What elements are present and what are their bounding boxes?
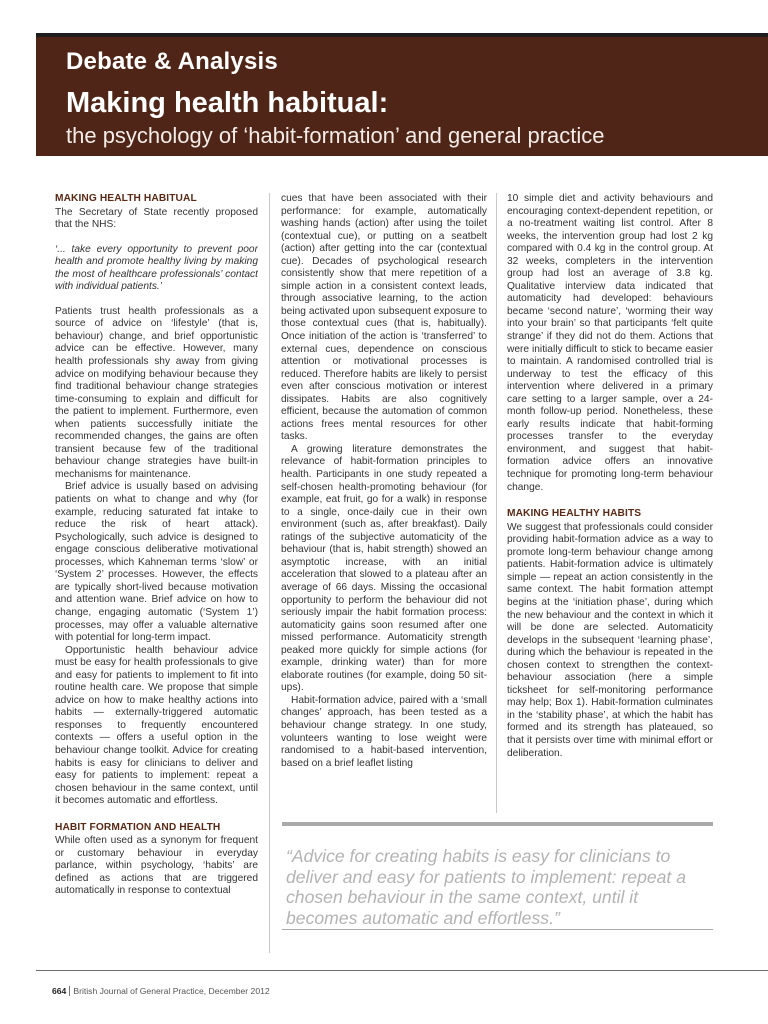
paragraph: Brief advice is usually based on advising patients on what to change and why (for example, reducing saturated fat intake to reduce the risk of heart attack). Psychologically, such advice is designed to engage conscious deliberative motivational processes, which Kahneman terms ‘slow’ or ‘System 2’ processes. However, the effects are typically short-lived because motivation and attention wane. Brief advice on how to change, engaging automatic (‘System 1’) processes, may offer a valuable alternative with potential for long-term impact. bbox=[55, 481, 258, 644]
page-footer bbox=[52, 986, 270, 996]
paragraph: Patients trust health professionals as a source of advice on ‘lifestyle’ (that is, behaviour) change, and brief opportunistic advice can be effective. However, many health professionals shy away from giving advice on modifying behaviour because they find traditional behaviour change strategies time-consuming to explain and difficult for the patient to implement. Furthermore, even when patients successfully initiate the recommended changes, the gains are often transient because few of the traditional behaviour change strategies have built-in mechanisms for maintenance. bbox=[55, 305, 258, 480]
paragraph: While often used as a synonym for frequent or customary behaviour in everyday parlance, within psychology, ‘habits’ are defined as actions that are triggered automatically in response to contextual bbox=[55, 835, 258, 897]
footer-rule bbox=[36, 970, 768, 971]
paragraph: Opportunistic health behaviour advice must be easy for health professionals to give and easy for patients to implement to fit into routine health care. We propose that simple advice on how to make healthy actions into habits — externally-triggered automatic responses to frequently encountered contexts — offers a useful option in the behaviour change toolkit. Advice for creating habits is easy for clinicians to deliver and easy for patients to implement: repeat a chosen behaviour in the same context, until it becomes automatic and effortless. bbox=[55, 644, 258, 807]
heading-making-health-habitual: MAKING HEALTH HABITUAL bbox=[55, 193, 197, 204]
text-column-3 bbox=[507, 193, 713, 813]
paragraph: Habit-formation advice, paired with a ‘small changes’ approach, has been tested as a behaviour change strategy. In one study, volunteers wanting to lose weight were randomised to a habit-based intervention, based on a brief leaflet listing bbox=[281, 694, 487, 769]
pull-quote bbox=[282, 822, 713, 930]
text-column-1 bbox=[55, 193, 258, 953]
column-divider bbox=[496, 193, 497, 813]
article-title: Making health habitual: bbox=[66, 87, 389, 119]
quotation: ‘... take every opportunity to prevent poor health and promote healthy living by making the most of healthcare professionals’ contact with individual patients.’ bbox=[55, 243, 258, 293]
paragraph: We suggest that professionals could consider providing habit-formation advice as a way to promote long-term behaviour change among patients. Habit-formation advice is ultimately simple — repeat an action consistently in the same context. The habit formation attempt begins at the ‘initiation phase’, during which the new behaviour and the context in which it will be done are selected. Automaticity develops in the subsequent ‘learning phase’, during which the behaviour is repeated in the chosen context to strengthen the context-behaviour association (here a simple ticksheet for self-monitoring performance may help; Box 1). Habit-formation culminates in the ‘stability phase’, at which the habit has formed and its strength has plateaued, so that it persists over time with minimal effort or deliberation. bbox=[507, 521, 713, 759]
paragraph: cues that have been associated with their performance: for example, automatically washing hands (action) after using the toilet (contextual cue), or putting on a seatbelt (action) after getting into the car (contextual cue). Decades of psychological research consistently show that mere repetition of a simple action in a consistent context leads, through associative learning, to the action being activated upon subsequent exposure to those contextual cues (that is, habitually). Once initiation of the action is ‘transferred’ to external cues, dependence on conscious attention or motivational processes is reduced. Therefore habits are likely to persist even after conscious motivation or interest dissipates. Habits are also cognitively efficient, because the automation of common actions frees mental resources for other tasks. bbox=[281, 193, 487, 443]
paragraph: The Secretary of State recently proposed that the NHS: bbox=[55, 206, 258, 231]
pull-quote-text: “Advice for creating habits is easy for clinicians to deliver and easy for patients to implement: repeat a chosen behaviour in the same context, until it becomes automatic and effortless.” bbox=[286, 846, 686, 928]
article-header bbox=[36, 37, 768, 156]
paragraph: A growing literature demonstrates the relevance of habit-formation principles to health. Participants in one study repeated a self-chosen health-promoting behaviour (for example, eat fruit, go for a walk) in response to a single, once-daily cue in their own environment (such as, after breakfast). Daily ratings of the subjective automaticity of the behaviour (that is, habit strength) showed an asymptotic increase, with an initial acceleration that slowed to a plateau after an average of 66 days. Missing the occasional opportunity to perform the behaviour did not seriously impair the habit formation process: automaticity gains soon resumed after one missed performance. Automaticity strength peaked more quickly for simple actions (for example, drinking water) than for more elaborate routines (for example, doing 50 sit-ups). bbox=[281, 443, 487, 694]
section-label: Debate & Analysis bbox=[66, 48, 278, 75]
text-column-2 bbox=[281, 193, 487, 833]
heading-making-healthy-habits: MAKING HEALTHY HABITS bbox=[507, 508, 642, 520]
article-subtitle: the psychology of ‘habit-formation’ and general practice bbox=[66, 123, 605, 148]
journal-citation: British Journal of General Practice, December 2012 bbox=[73, 986, 270, 996]
heading-habit-formation-and-health: HABIT FORMATION AND HEALTH bbox=[55, 821, 221, 833]
page-number: 664 bbox=[52, 986, 70, 996]
paragraph: 10 simple diet and activity behaviours and encouraging context-dependent repetition, or a no-treatment waiting list control. After 8 weeks, the intervention group had lost 2 kg compared with 0.4 kg in the control group. At 32 weeks, completers in the intervention group had lost an average of 3.8 kg. Qualitative interview data indicated that automaticity had developed: behaviours became ‘second nature’, ‘worming their way into your brain’ so that participants ‘felt quite strange’ if they did not do them. Actions that were initially difficult to stick to became easier to maintain. A randomised controlled trial is underway to test the efficacy of this intervention where delivered in a primary care setting to a larger sample, over a 24-month follow-up period. Nonetheless, these early results indicate that habit-forming processes transfer to the everyday environment, and suggest that habit-formation advice offers an innovative technique for promoting long-term behaviour change. bbox=[507, 193, 713, 493]
column-divider bbox=[269, 193, 270, 953]
